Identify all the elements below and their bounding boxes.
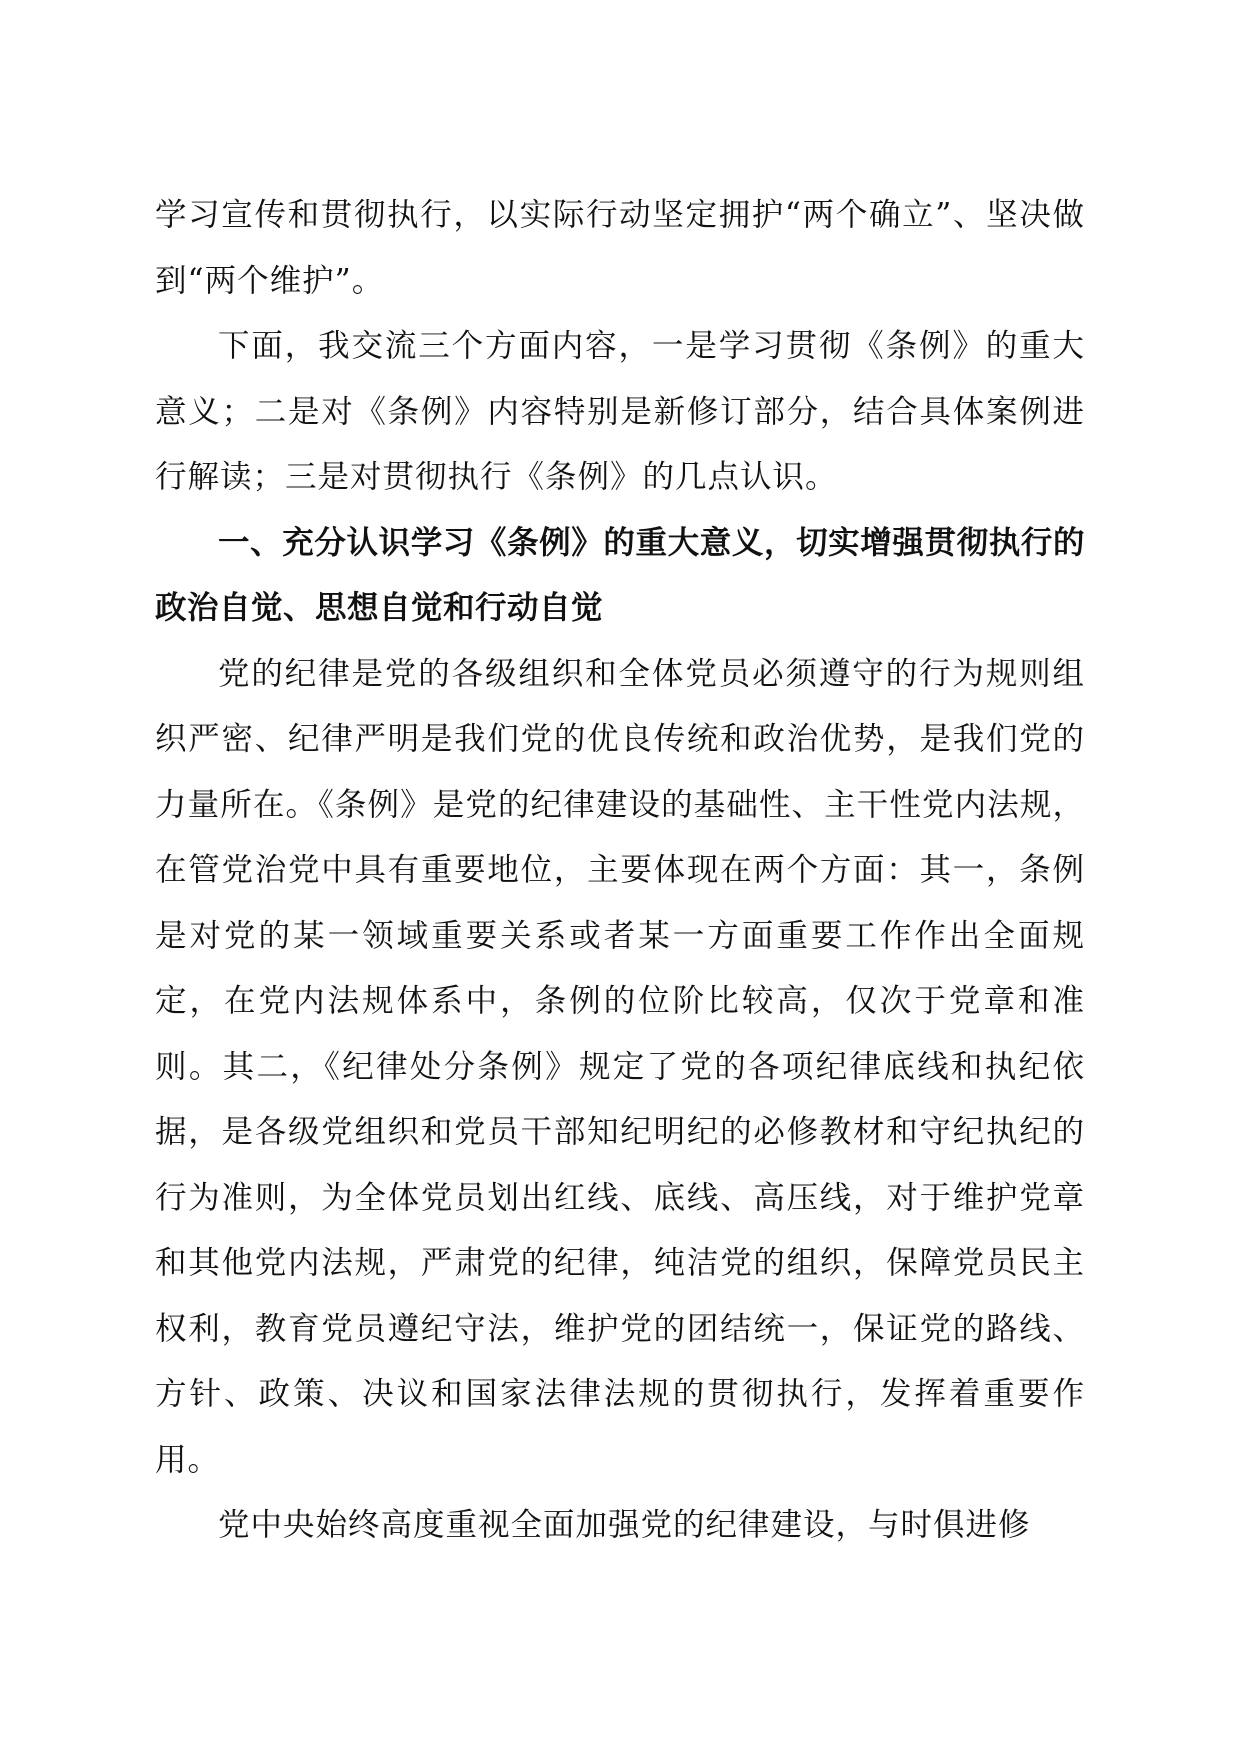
paragraph-outline: 下面，我交流三个方面内容，一是学习贯彻《条例》的重大意义；二是对《条例》内容特别是新修订部分，结合具体案例进行解读；三是对贯彻执行《条例》的几点认识。 xyxy=(155,328,1085,495)
section-heading-1: 一、充分认识学习《条例》的重大意义，切实增强贯彻执行的政治自觉、思想自觉和行动自觉 xyxy=(155,524,1085,626)
paragraph-discipline-significance: 党的纪律是党的各级组织和全体党员必须遵守的行为规则组织严密、纪律严明是我们党的优良传统和政治优势，是我们党的力量所在。《条例》是党的纪律建设的基础性、主干性党内法规，在管党治党中具有重要地位，主要体现在两个方面：其一，条例是对党的某一领域重要关系或者某一方面重要工作作出全面规定，在党内法规体系中，条例的位阶比较高，仅次于党章和准则。其二，《纪律处分条例》规定了党的各项纪律底线和执纪依据，是各级党组织和党员干部知纪明纪的必修教材和守纪执纪的行为准则，为全体党员划出红线、底线、高压线，对于维护党章和其他党内法规，严肃党的纪律，纯洁党的组织，保障党员民主权利，教育党员遵纪守法，维护党的团结统一，保证党的路线、方针、政策、决议和国家法律法规的贯彻执行，发挥着重要作用。 xyxy=(155,655,1085,1478)
paragraph-continuation: 学习宣传和贯彻执行，以实际行动坚定拥护“两个确立”、坚决做到“两个维护”。 xyxy=(155,197,1085,299)
document-body xyxy=(155,183,1085,1559)
paragraph-central-committee: 党中央始终高度重视全面加强党的纪律建设，与时俱进修 xyxy=(218,1507,1031,1543)
